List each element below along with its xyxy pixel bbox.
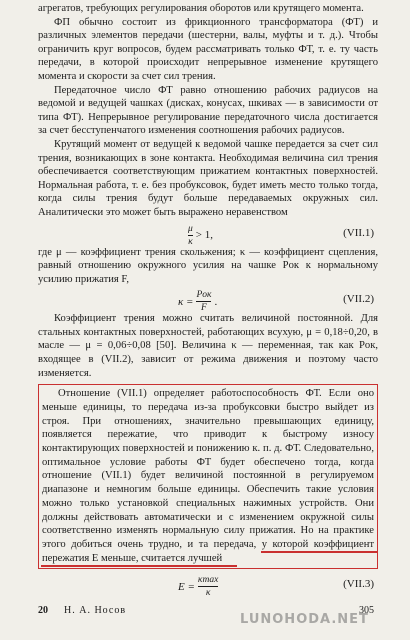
formula-vii-3	[38, 571, 378, 597]
paragraph-coefficients: где μ — коэффициент трения скольжения; κ — коэффициент сцепления, равный отношению окружного усилия на чашке Pок к нормальному усилию прижатия F,	[38, 246, 378, 285]
page-number: 305	[359, 605, 374, 616]
denominator: F	[201, 303, 207, 314]
equation-number: (VII.1)	[343, 226, 374, 239]
formula-rhs: .	[214, 295, 218, 308]
fraction	[196, 290, 211, 313]
paragraph-torque: Крутящий момент от ведущей к ведомой чашке передается за счет сил трения, возникающих в зоне контакта. Необходимая величина сил трения обеспечивается соответствующим прижатием контактных поверхностей. Нормальная работа, т. е. без пробуксовок, будет иметь место только тогда, когда силы трения будут больше передаваемых окружных сил. Аналитически это может быть выражено неравенством	[38, 138, 378, 218]
equation-number: (VII.3)	[343, 578, 374, 591]
paragraph-ratio-importance: Отношение (VII.1) определяет работоспособность ФТ. Если оно меньше единицы, то передача из-за пробуксовки быстро выйдет из строя. При отношениях, значительно превышающих единицу, появляется пережатие, что приводит к быстрому износу контактирующих поверхностей и понижению к. п. д. ФТ. Следовательно, оптимальное условие работы ФТ будет обеспечено тогда, когда отношение (VII.1) будет величиной постоянной в регулируемом диапазоне и немногим больше единицы. Обеспечить такие условия можно только установкой специальных нажимных устройств. Они должны действовать автоматически и с изменением окружной силы соответственно изменять нормальную силу прижатия. Но на практике этого добиться очень трудно, и та передача, у которой коэффициент пережатия E меньше, считается лучшей	[42, 388, 374, 564]
formula-lhs: κ =	[178, 295, 194, 308]
highlighted-passage	[38, 384, 378, 569]
paragraph-fp-composition: ФП обычно состоит из фрикционного трансформатора (ФТ) и различных элементов передачи (шестерни, валы, муфты и т. д.). Чтобы ограничить круг вопросов, будем рассматривать только ФТ, т. е. ту часть передачи, в которой происходит непрерывное изменение крутящего момента и скорости за счет сил трения.	[38, 16, 378, 82]
underline-mark	[41, 565, 237, 567]
underline-mark	[261, 551, 377, 553]
formula-rhs: > 1,	[195, 229, 213, 241]
formula-vii-2	[38, 286, 378, 312]
formula-lhs: E =	[178, 580, 195, 593]
watermark: LUNOHODA.NET	[240, 612, 369, 627]
numerator: Pок	[196, 290, 212, 301]
denominator: κ	[188, 236, 193, 247]
numerator: κmax	[197, 575, 219, 586]
numerator: μ	[188, 223, 193, 234]
denominator: κ	[205, 588, 211, 599]
equation-number: (VII.2)	[343, 293, 374, 306]
author-name: Н. А. Носов	[64, 605, 127, 616]
document-page	[38, 2, 378, 597]
fraction	[188, 224, 193, 247]
paragraph-continuation: агрегатов, требующих регулирования оборотов или крутящего момента.	[38, 3, 364, 14]
signature-mark: 20	[38, 605, 48, 616]
paragraph-friction-coefficient: Коэффициент трения можно считать величиной постоянной. Для стальных контактных поверхностей, работающих всухую, μ = 0,18÷0,20, в масле — μ = 0,06÷0,08 [50]. Величина κ — переменная, так как Pок, входящее в (VII.2), зависит от режима движения и поэтому часто изменяется.	[38, 313, 378, 379]
paragraph-gear-ratio: Передаточное число ФТ равно отношению рабочих радиусов на ведомой и ведущей чашках (дисках, конусах, шкивах — в зависимости от типа ФТ). Непрерывное регулирование передаточного числа достигается за счет бесступенчатого изменения соотношения рабочих радиусов.	[38, 84, 378, 137]
fraction	[198, 575, 218, 598]
formula-vii-1	[38, 220, 378, 246]
